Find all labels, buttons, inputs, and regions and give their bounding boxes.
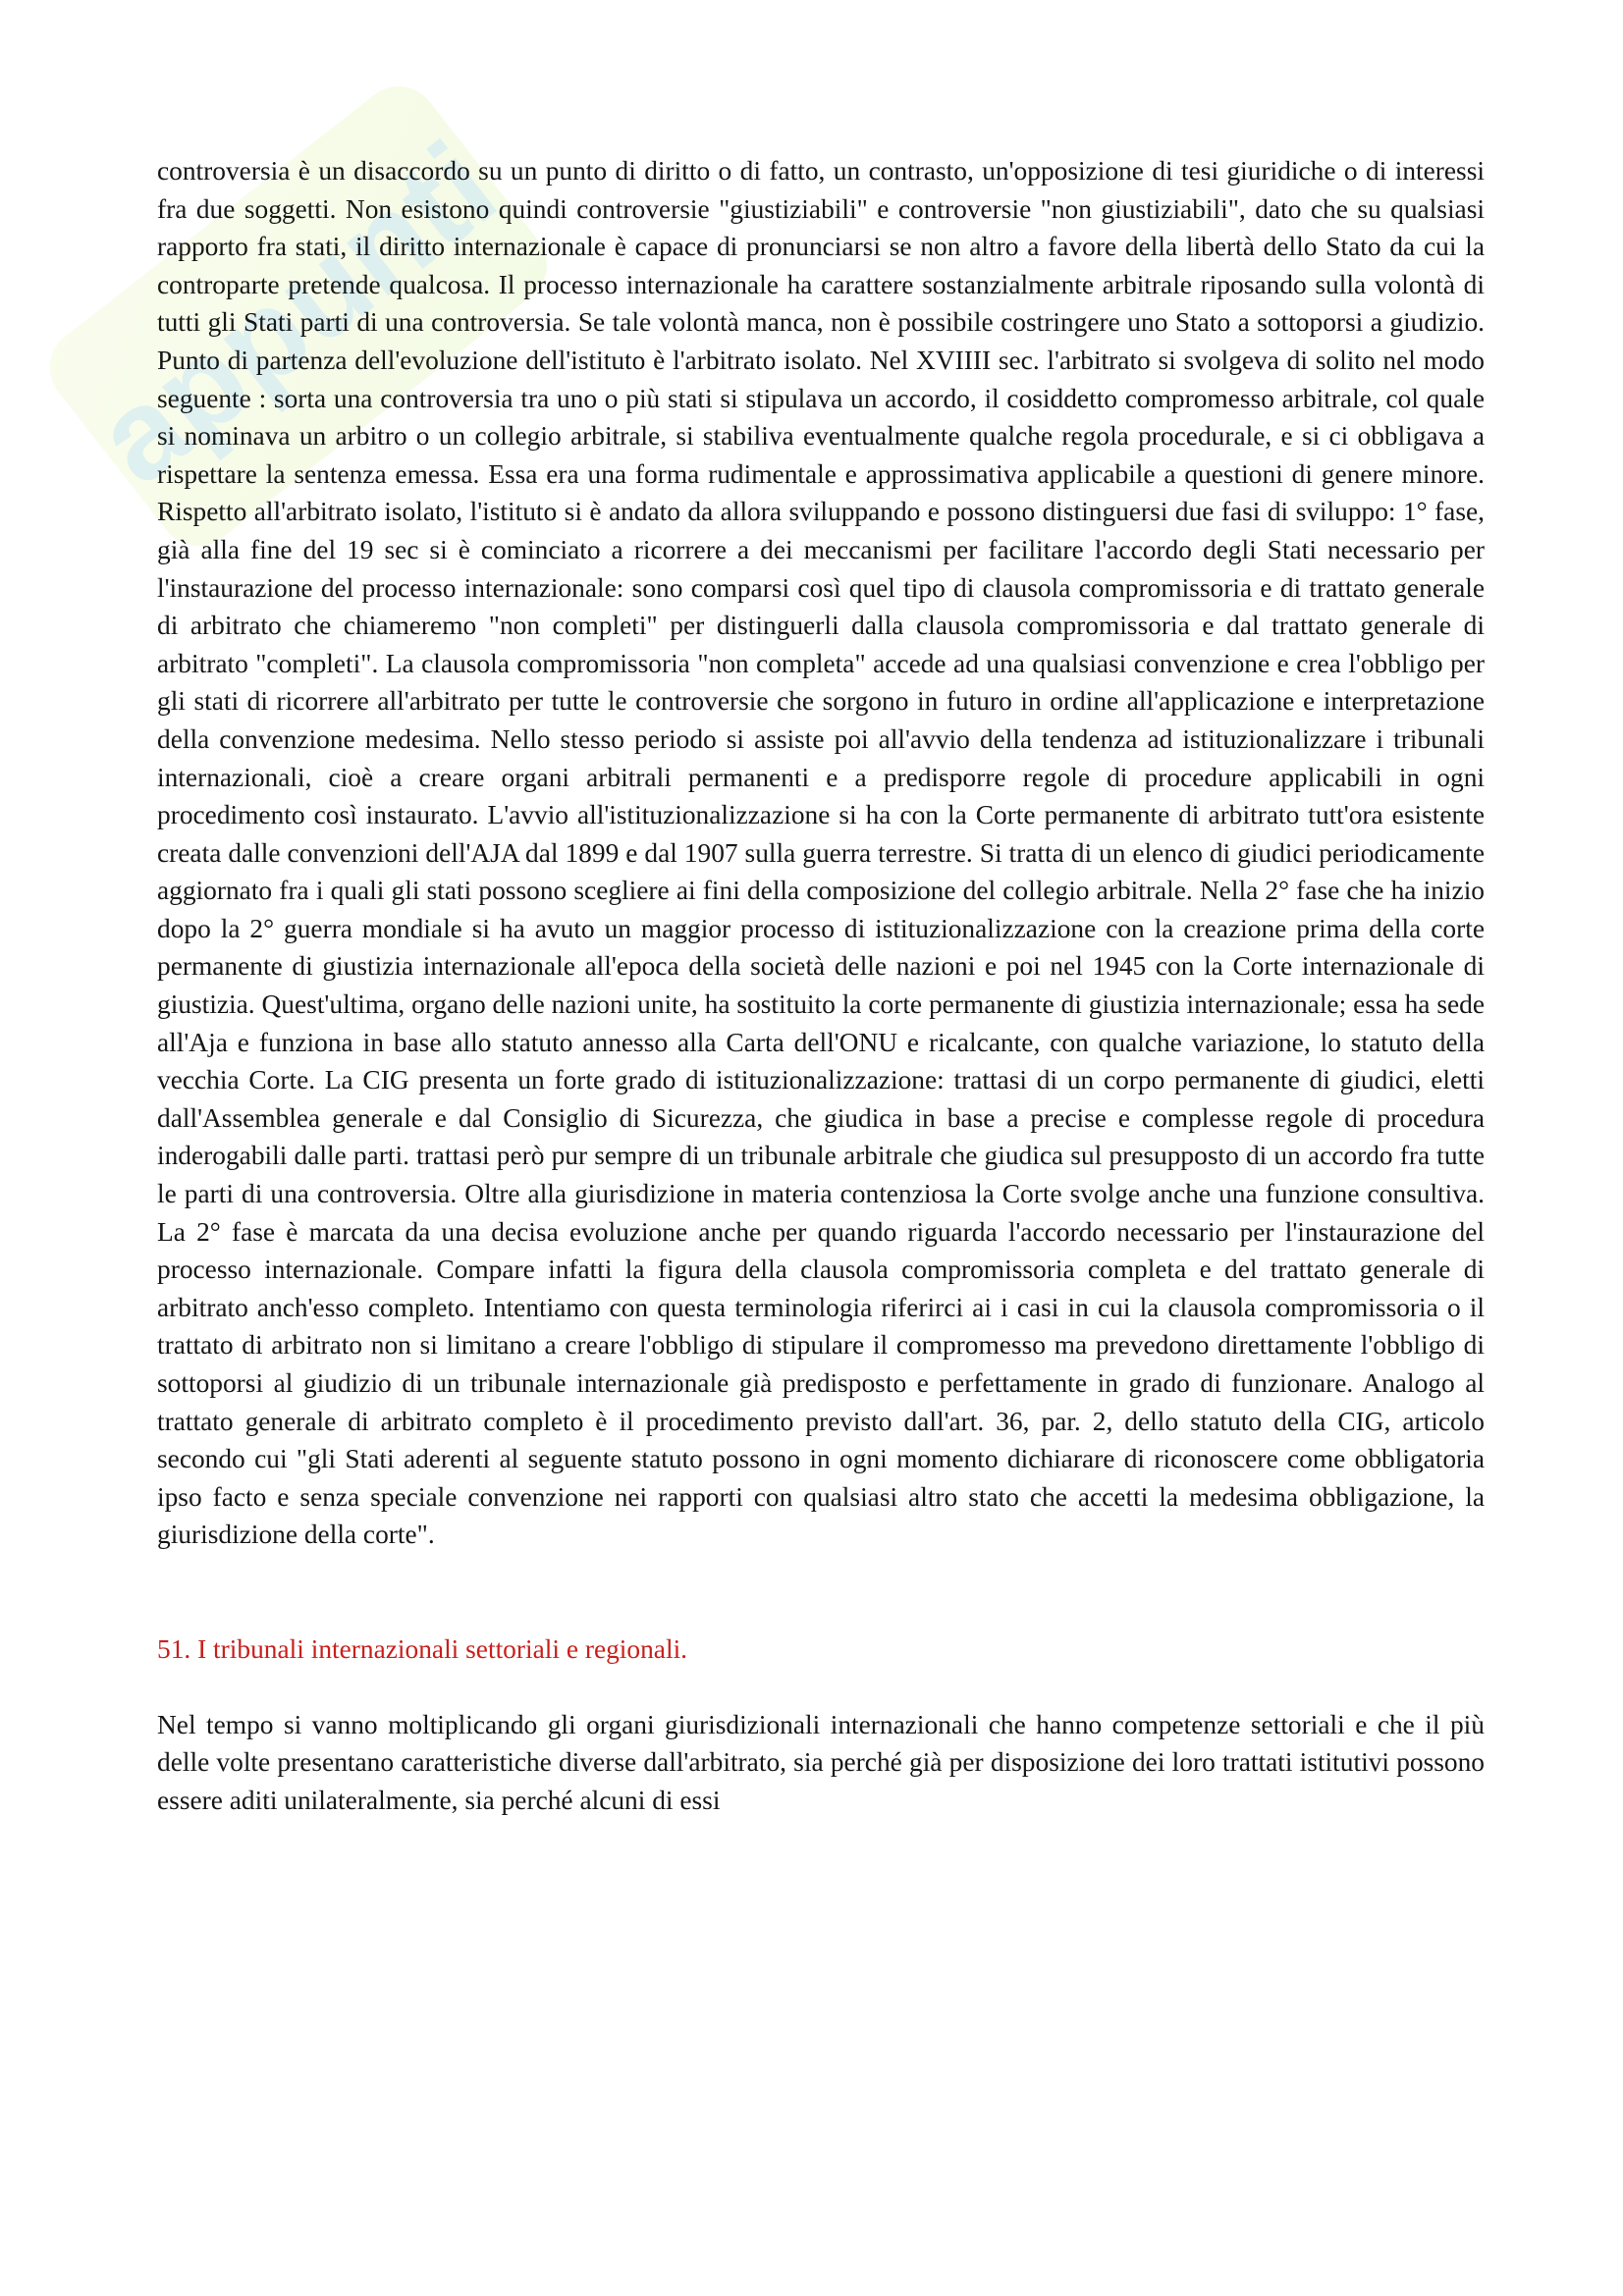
- body-paragraph-2: Nel tempo si vanno moltiplicando gli organi giurisdizionali internazionali che hanno competenze settoriali e che il più delle volte presentano caratteristiche diverse dall'arbitrato, sia perché già per disposizione dei loro trattati istitutivi possono essere aditi unilateralmente, sia perché alcuni di essi: [157, 1709, 1485, 1815]
- body-paragraph-1: controversia è un disaccordo su un punto di diritto o di fatto, un contrasto, un'opposizione di tesi giuridiche o di interessi fra due soggetti. Non esistono quindi controversie "giustiziabili" e controversie "non giustiziabili", dato che su qualsiasi rapporto fra stati, il diritto internazionale è capace di pronunciarsi se non altro a favore della libertà dello Stato da cui la controparte pretende qualcosa. Il processo internazionale ha carattere sostanzialmente arbitrale riposando sulla volontà di tutti gli Stati parti di una controversia. Se tale volontà manca, non è possibile costringere uno Stato a sottoporsi a giudizio. Punto di partenza dell'evoluzione dell'istituto è l'arbitrato isolato. Nel XVIIII sec. l'arbitrato si svolgeva di solito nel modo seguente : sorta una controversia tra uno o più stati si stipulava un accordo, il cosiddetto compromesso arbitrale, col quale si nominava un arbitro o un collegio arbitrale, si stabiliva eventualmente qualche regola procedurale, e si ci obbligava a rispettare la sentenza emessa. Essa era una forma rudimentale e approssimativa applicabile a questioni di genere minore. Rispetto all'arbitrato isolato, l'istituto si è andato da allora sviluppando e possono distinguersi due fasi di sviluppo: 1° fase, già alla fine del 19 sec si è cominciato a ricorrere a dei meccanismi per facilitare l'accordo degli Stati necessario per l'instaurazione del processo internazionale: sono comparsi così quel tipo di clausola compromissoria e di trattato generale di arbitrato che chiameremo "non completi" per distinguerli dalla clausola compromissoria e dal trattato generale di arbitrato "completi". La clausola compromissoria "non completa" accede ad una qualsiasi convenzione e crea l'obbligo per gli stati di ricorrere all'arbitrato per tutte le controversie che sorgono in futuro in ordine all'applicazione e interpretazione della convenzione medesima. Nello stesso periodo si assiste poi all'avvio della tendenza ad istituzionalizzare i tribunali internazionali, cioè a creare organi arbitrali permanenti e a predisporre regole di procedure applicabili in ogni procedimento così instaurato. L'avvio all'istituzionalizzazione si ha con la Corte permanente di arbitrato tutt'ora esistente creata dalle convenzioni dell'AJA dal 1899 e dal 1907 sulla guerra terrestre. Si tratta di un elenco di giudici periodicamente aggiornato fra i quali gli stati possono scegliere ai fini della composizione del collegio arbitrale. Nella 2° fase che ha inizio dopo la 2° guerra mondiale si ha avuto un maggior processo di istituzionalizzazione con la creazione prima della corte permanente di giustizia internazionale all'epoca della società delle nazioni e poi nel 1945 con la Corte internazionale di giustizia. Quest'ultima, organo delle nazioni unite, ha sostituito la corte permanente di giustizia internazionale; essa ha sede all'Aja e funziona in base allo statuto annesso alla Carta dell'ONU e ricalcante, con qualche variazione, lo statuto della vecchia Corte. La CIG presenta un forte grado di istituzionalizzazione: trattasi di un corpo permanente di giudici, eletti dall'Assemblea generale e dal Consiglio di Sicurezza, che giudica in base a precise e complesse regole di procedura inderogabili dalle parti. trattasi però pur sempre di un tribunale arbitrale che giudica sul presupposto di un accordo fra tutte le parti di una controversia. Oltre alla giurisdizione in materia contenziosa la Corte svolge anche una funzione consultiva. La 2° fase è marcata da una decisa evoluzione anche per quando riguarda l'accordo necessario per l'instaurazione del processo internazionale. Compare infatti la figura della clausola compromissoria completa e del trattato generale di arbitrato anch'esso completo. Intentiamo con questa terminologia riferirci ai i casi in cui la clausola compromissoria o il trattato di arbitrato non si limitano a creare l'obbligo di stipulare il compromesso ma prevedono direttamente l'obbligo di sottoporsi al giudizio di un tribunale internazionale già predisposto e perfettamente in grado di funzionare. Analogo al trattato generale di arbitrato completo è il procedimento previsto dall'art. 36, par. 2, dello statuto della CIG, articolo secondo cui "gli Stati aderenti al seguente statuto possono in ogni momento dichiarare di riconoscere come obbligatoria ipso facto e senza speciale convenzione nei rapporti con qualsiasi altro stato che accetti la medesima obbligazione, la giurisdizione della corte".: [157, 156, 1485, 1550]
- section-heading: 51. I tribunali internazionali settoriali e regionali.: [157, 1633, 688, 1664]
- document-page: [157, 152, 1485, 1819]
- watermark-text: appunti: [69, 114, 521, 511]
